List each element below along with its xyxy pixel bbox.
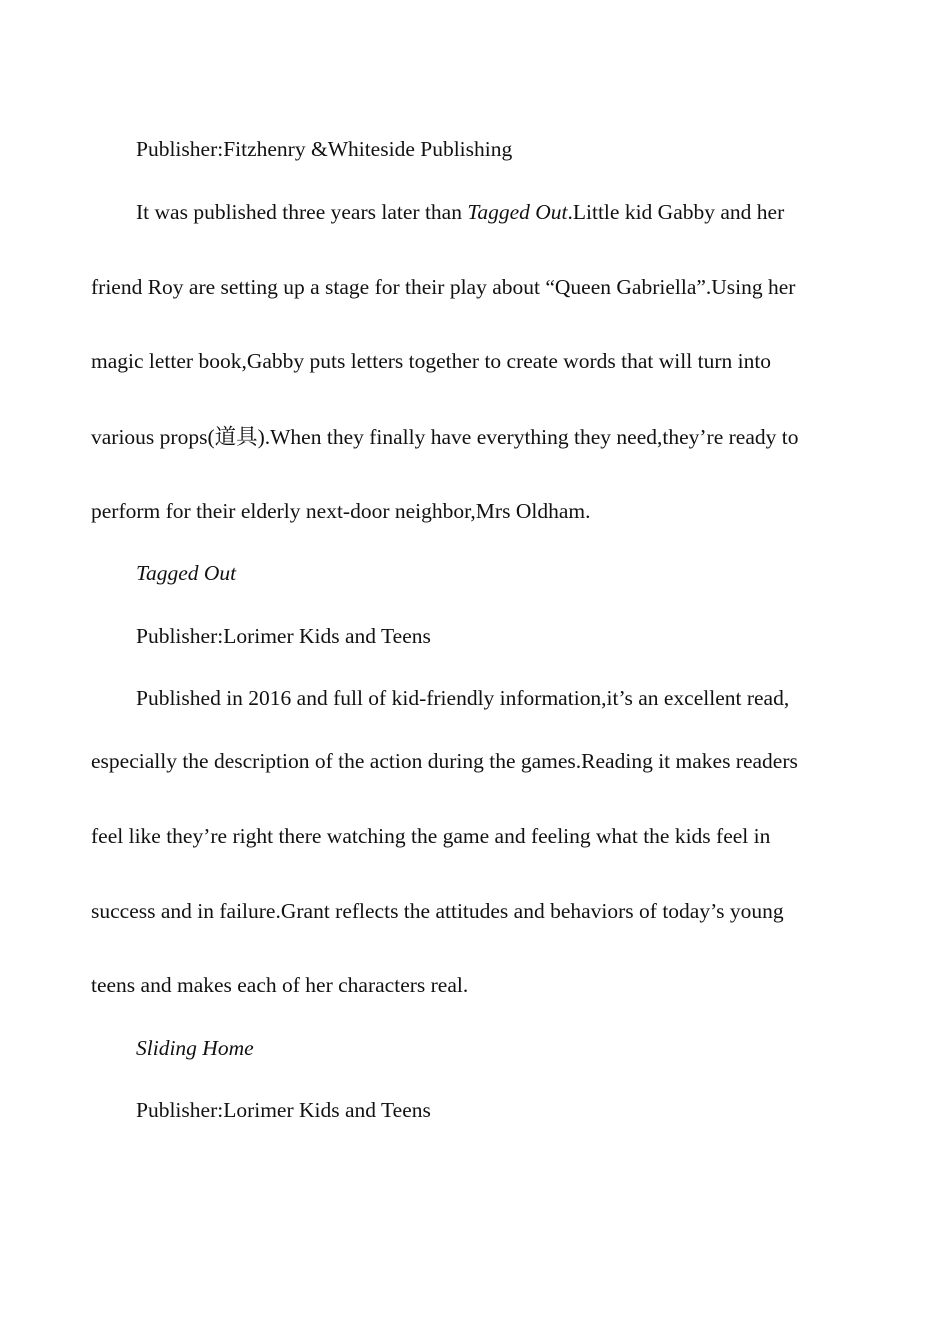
paragraph-1-line-1 [136, 202, 784, 224]
paragraph-2-line-5: teens and makes each of her characters real. [91, 973, 469, 997]
paragraph-1-text-b: .Little kid Gabby and her [567, 200, 785, 224]
paragraph-2-line-2: especially the description of the action during the games.Reading it makes readers [91, 749, 798, 773]
paragraph-1-line-5: perform for their elderly next-door neighbor,Mrs Oldham. [91, 499, 591, 523]
paragraph-1-line-2: friend Roy are setting up a stage for their play about “Queen Gabriella”.Using her [91, 275, 796, 299]
paragraph-1-text-a: It was published three years later than [136, 200, 468, 224]
publisher-line-3: Publisher:Lorimer Kids and Teens [136, 1098, 431, 1122]
paragraph-2-line-1: Published in 2016 and full of kid-friendly information,it’s an excellent read, [136, 686, 790, 710]
book-title-sliding-home: Sliding Home [136, 1036, 254, 1060]
paragraph-2-line-3: feel like they’re right there watching the game and feeling what the kids feel in [91, 824, 771, 848]
book-title-inline: Tagged Out [467, 200, 568, 224]
publisher-line-2: Publisher:Lorimer Kids and Teens [136, 624, 431, 648]
publisher-line-1: Publisher:Fitzhenry &Whiteside Publishing [136, 137, 513, 161]
paragraph-2-line-4: success and in failure.Grant reflects the attitudes and behaviors of today’s young [91, 899, 784, 923]
paragraph-1-line-3: magic letter book,Gabby puts letters together to create words that will turn into [91, 349, 772, 373]
book-title-tagged-out: Tagged Out [136, 561, 237, 585]
paragraph-1-line-4: various props(道具).When they finally have everything they need,they’re ready to [91, 425, 799, 449]
